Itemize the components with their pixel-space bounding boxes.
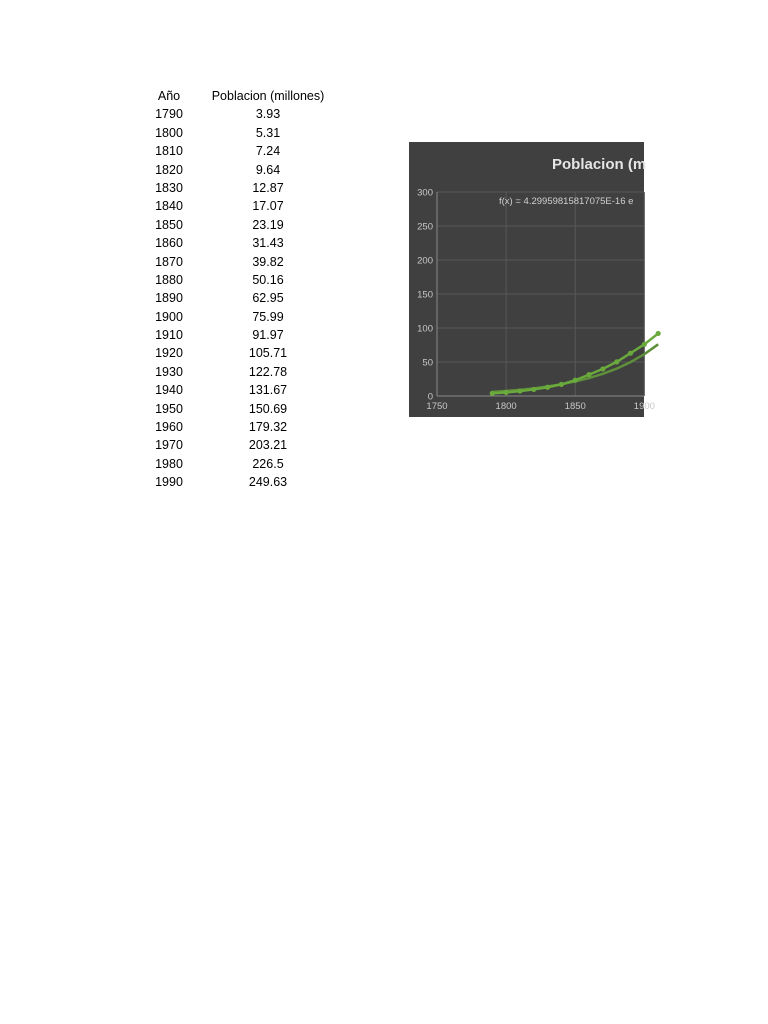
population-cell[interactable]: 17.07	[252, 199, 284, 214]
year-cell[interactable]: 1830	[155, 180, 183, 195]
chart-plot	[409, 142, 655, 417]
population-cell[interactable]: 62.95	[252, 291, 284, 306]
chart-title: Poblacion (m	[552, 156, 647, 173]
year-cell[interactable]: 1930	[155, 364, 183, 379]
year-cell[interactable]: 1810	[155, 144, 183, 159]
table-header-row	[140, 87, 338, 105]
x-tick-label: 1750	[426, 401, 448, 412]
data-point	[531, 387, 536, 392]
data-point	[628, 351, 633, 356]
header-year[interactable]: Año	[157, 89, 181, 103]
population-cell[interactable]: 7.24	[255, 144, 281, 159]
table-row	[140, 105, 338, 123]
table-row	[140, 400, 338, 418]
year-cell[interactable]: 1880	[155, 272, 183, 287]
year-cell[interactable]: 1990	[155, 475, 183, 490]
data-point	[504, 390, 509, 395]
table-row	[140, 418, 338, 436]
data-point	[573, 378, 578, 383]
year-cell[interactable]: 1840	[155, 199, 183, 214]
population-cell[interactable]: 91.97	[252, 328, 284, 343]
year-cell[interactable]: 1900	[155, 309, 183, 324]
population-chart[interactable]	[409, 142, 655, 417]
table-row	[140, 436, 338, 454]
y-tick-label: 150	[417, 289, 433, 301]
table-body	[140, 105, 338, 491]
y-tick-label: 100	[417, 323, 433, 335]
population-cell[interactable]: 39.82	[252, 254, 284, 269]
table-row	[140, 271, 338, 289]
population-cell[interactable]: 12.87	[252, 180, 284, 195]
data-point	[586, 372, 591, 377]
data-table	[140, 87, 338, 492]
year-cell[interactable]: 1890	[155, 291, 183, 306]
table-row	[140, 344, 338, 362]
year-cell[interactable]: 1870	[155, 254, 183, 269]
year-cell[interactable]: 1940	[155, 383, 183, 398]
table-row	[140, 161, 338, 179]
data-point	[600, 366, 605, 371]
population-cell[interactable]: 9.64	[255, 162, 281, 177]
table-row	[140, 124, 338, 142]
year-cell[interactable]: 1950	[155, 401, 183, 416]
population-cell[interactable]: 122.78	[248, 364, 288, 379]
year-cell[interactable]: 1820	[155, 162, 183, 177]
year-cell[interactable]: 1850	[155, 217, 183, 232]
table-row	[140, 253, 338, 271]
x-tick-label: 1850	[564, 401, 586, 412]
x-tick-label: 1800	[495, 401, 517, 412]
population-cell[interactable]: 3.93	[255, 107, 281, 122]
table-row	[140, 142, 338, 160]
year-cell[interactable]: 1970	[155, 438, 183, 453]
data-point	[559, 382, 564, 387]
table-row	[140, 473, 338, 491]
population-cell[interactable]: 5.31	[255, 125, 281, 140]
population-cell[interactable]: 23.19	[252, 217, 284, 232]
y-tick-label: 250	[417, 221, 433, 233]
population-cell[interactable]: 75.99	[252, 309, 284, 324]
data-point	[517, 388, 522, 393]
population-cell[interactable]: 31.43	[252, 236, 284, 251]
data-point	[545, 385, 550, 390]
y-tick-label: 50	[422, 357, 433, 369]
data-point	[614, 359, 619, 364]
year-cell[interactable]: 1980	[155, 456, 183, 471]
year-cell[interactable]: 1790	[155, 107, 183, 122]
population-cell[interactable]: 50.16	[252, 272, 284, 287]
table-row	[140, 197, 338, 215]
table-row	[140, 455, 338, 473]
y-tick-label: 300	[417, 187, 433, 199]
population-cell[interactable]: 226.5	[252, 456, 284, 471]
year-cell[interactable]: 1960	[155, 420, 183, 435]
population-cell[interactable]: 249.63	[248, 475, 288, 490]
y-tick-label: 200	[417, 255, 433, 267]
population-cell[interactable]: 105.71	[248, 346, 288, 361]
table-row	[140, 363, 338, 381]
population-cell[interactable]: 131.67	[248, 383, 288, 398]
table-row	[140, 308, 338, 326]
data-point	[490, 391, 495, 396]
data-point	[656, 331, 661, 336]
table-row	[140, 216, 338, 234]
y-tick-label: 0	[427, 391, 433, 403]
year-cell[interactable]: 1920	[155, 346, 183, 361]
table-row	[140, 381, 338, 399]
data-point	[642, 342, 647, 347]
population-cell[interactable]: 203.21	[248, 438, 288, 453]
population-cell[interactable]: 179.32	[248, 420, 288, 435]
trendline-equation: f(x) = 4.29959815817075E-16 e	[499, 196, 634, 207]
table-row	[140, 289, 338, 307]
population-cell[interactable]: 150.69	[248, 401, 288, 416]
header-population[interactable]: Poblacion (millones)	[211, 89, 325, 103]
year-cell[interactable]: 1800	[155, 125, 183, 140]
table-row	[140, 234, 338, 252]
table-row	[140, 179, 338, 197]
year-cell[interactable]: 1860	[155, 236, 183, 251]
year-cell[interactable]: 1910	[155, 328, 183, 343]
x-tick-label: 1900	[633, 401, 655, 412]
table-row	[140, 326, 338, 344]
